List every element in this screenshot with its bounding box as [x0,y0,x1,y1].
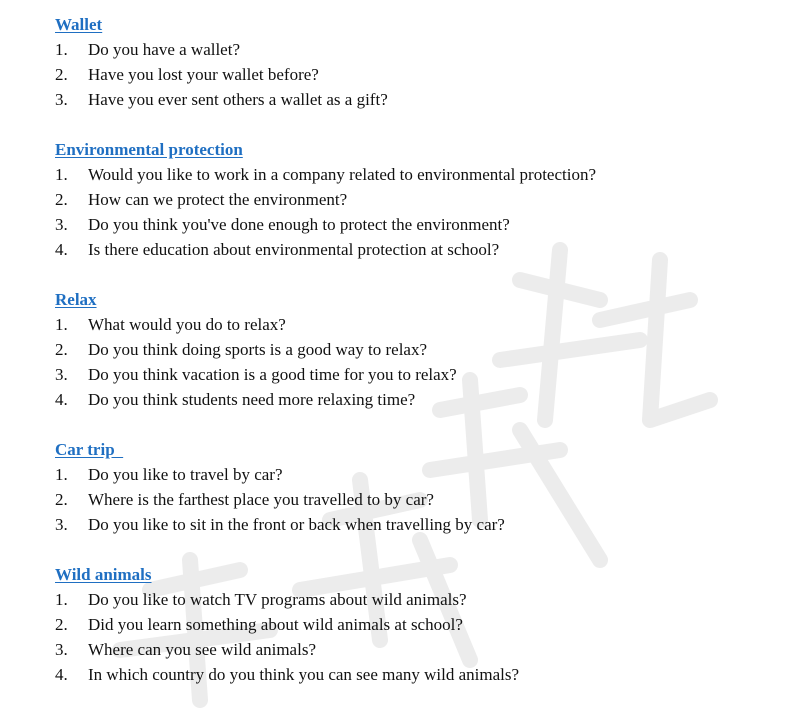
list-item [55,362,775,387]
section-environmental-protection [55,137,775,262]
list-item [55,637,775,662]
item-number: 1. [55,40,68,59]
list-item [55,162,775,187]
item-number: 4. [55,665,68,684]
section-wallet [55,12,775,112]
item-number: 3. [55,90,68,109]
document-body [55,12,775,712]
item-number: 2. [55,340,68,359]
list-item [55,387,775,412]
question-text: Did you learn something about wild animals at school? [88,615,463,634]
item-number: 4. [55,390,68,409]
item-number: 3. [55,215,68,234]
question-text: Do you like to watch TV programs about wild animals? [88,590,467,609]
section-wild-animals [55,562,775,687]
section-heading: Environmental protection [55,140,243,159]
question-text: Do you like to travel by car? [88,465,283,484]
list-item [55,312,775,337]
item-number: 1. [55,465,68,484]
question-list [55,37,775,112]
list-item [55,587,775,612]
question-text: Do you have a wallet? [88,40,240,59]
question-list [55,162,775,262]
item-number: 1. [55,315,68,334]
question-text: Do you think vacation is a good time for you to relax? [88,365,457,384]
list-item [55,512,775,537]
list-item [55,612,775,637]
section-relax [55,287,775,412]
question-list [55,587,775,687]
question-text: Where is the farthest place you travelled to by car? [88,490,434,509]
list-item [55,37,775,62]
item-number: 3. [55,515,68,534]
question-text: In which country do you think you can see many wild animals? [88,665,520,684]
item-number: 1. [55,165,68,184]
question-text: How can we protect the environment? [88,190,348,209]
item-number: 4. [55,240,68,259]
list-item [55,187,775,212]
question-text: Have you lost your wallet before? [88,65,319,84]
list-item [55,462,775,487]
question-text: Do you think doing sports is a good way to relax? [88,340,428,359]
list-item [55,662,775,687]
item-number: 3. [55,365,68,384]
question-text: Do you think you've done enough to protect the environment? [88,215,510,234]
item-number: 2. [55,65,68,84]
question-text: What would you do to relax? [88,315,286,334]
item-number: 2. [55,190,68,209]
question-text: Do you like to sit in the front or back when travelling by car? [88,515,505,534]
section-heading: Wild animals [55,565,152,584]
question-text: Have you ever sent others a wallet as a gift? [88,90,388,109]
item-number: 1. [55,590,68,609]
question-list [55,462,775,537]
question-text: Would you like to work in a company related to environmental protection? [88,165,597,184]
item-number: 2. [55,490,68,509]
item-number: 2. [55,615,68,634]
list-item [55,237,775,262]
list-item [55,337,775,362]
section-heading: Relax [55,290,97,309]
section-car-trip [55,437,775,537]
section-heading: Wallet [55,15,103,34]
list-item [55,62,775,87]
section-heading: Car trip [55,440,124,459]
question-list [55,312,775,412]
question-text: Where can you see wild animals? [88,640,316,659]
question-text: Is there education about environmental protection at school? [88,240,500,259]
list-item [55,487,775,512]
item-number: 3. [55,640,68,659]
list-item [55,212,775,237]
question-text: Do you think students need more relaxing time? [88,390,416,409]
list-item [55,87,775,112]
